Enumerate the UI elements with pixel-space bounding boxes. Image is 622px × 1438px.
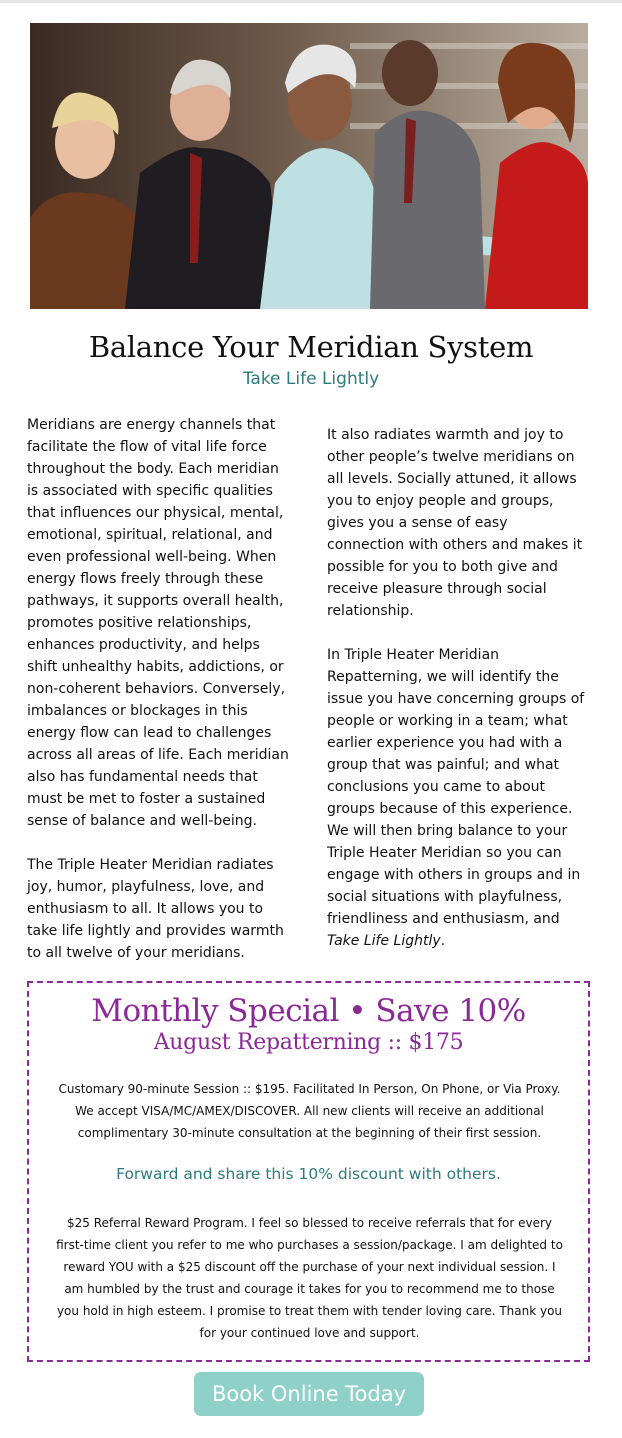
special-subtitle: August Repatterning :: $175 xyxy=(153,1030,464,1055)
book-online-button[interactable]: Book Online Today xyxy=(194,1372,424,1416)
page-subtitle: Take Life Lightly xyxy=(242,369,380,389)
page-title: Balance Your Meridian System xyxy=(88,330,534,364)
closing-period: . xyxy=(440,933,446,949)
article-left-column xyxy=(27,414,289,986)
referral-program-text: $25 Referral Reward Program. I feel so blessed to receive referrals that for every first-time client you refer to me who purchases a session/package. I am delighted to reward YOU with a $25 discount off the purchase of your next individual session. I am humbled by the trust and courage it takes for you to recommend me to those you hold in high esteem. I promise to treat them with tender loving care. Thank you for your continued love and support. xyxy=(56,1216,563,1340)
closing-emphasis: Take Life Lightly xyxy=(327,933,441,949)
article-paragraph: It also radiates warmth and joy to other people’s twelve meridians on all levels. Socially attuned, it allows you to enjoy people and groups, gives you a sense of easy connection with others and makes it possible for you to both give and receive pleasure through social relationship. xyxy=(327,427,583,619)
hero-image xyxy=(30,23,588,309)
article-right-column xyxy=(327,424,589,974)
article-paragraph: The Triple Heater Meridian radiates joy, humor, playfulness, love, and enthusiasm to all. It allows you to take life lightly and provides warmth to all twelve of your meridians. xyxy=(27,857,284,961)
special-details: Customary 90-minute Session :: $195. Facilitated In Person, On Phone, or Via Proxy. We accept VISA/MC/AMEX/DISCOVER. All new clients will receive an additional complimentary 30-minute consultation at the beginning of their first session. xyxy=(58,1082,561,1140)
monthly-special-box xyxy=(27,981,590,1362)
article-paragraph-closing xyxy=(327,644,589,952)
article-paragraph: Meridians are energy channels that facilitate the flow of vital life force throughout the body. Each meridian is associated with specific qualities that influences our physical, mental, emotional, spiritual, relational, and even professional well-being. When energy flows freely through these pathways, it supports overall health, promotes positive relationships, enhances productivity, and helps shift unhealthy habits, addictions, or non-coherent behaviors. Conversely, imbalances or blockages in this energy flow can lead to challenges across all areas of life. Each meridian also has fundamental needs that must be met to foster a sustained sense of balance and well-being. xyxy=(27,417,289,829)
top-divider xyxy=(0,0,622,3)
closing-text: In Triple Heater Meridian Repatterning, we will identify the issue you have concerning groups of people or working in a team; what earlier experience you had with a group that was painful; and what conclusions you came to about groups because of this experience. We will then bring balance to your Triple Heater Meridian so you can engage with others in groups and in social situations with playfulness, friendliness and enthusiasm, and xyxy=(327,647,585,927)
share-discount-text: Forward and share this 10% discount with others. xyxy=(116,1165,501,1183)
special-title: Monthly Special • Save 10% xyxy=(91,993,526,1029)
